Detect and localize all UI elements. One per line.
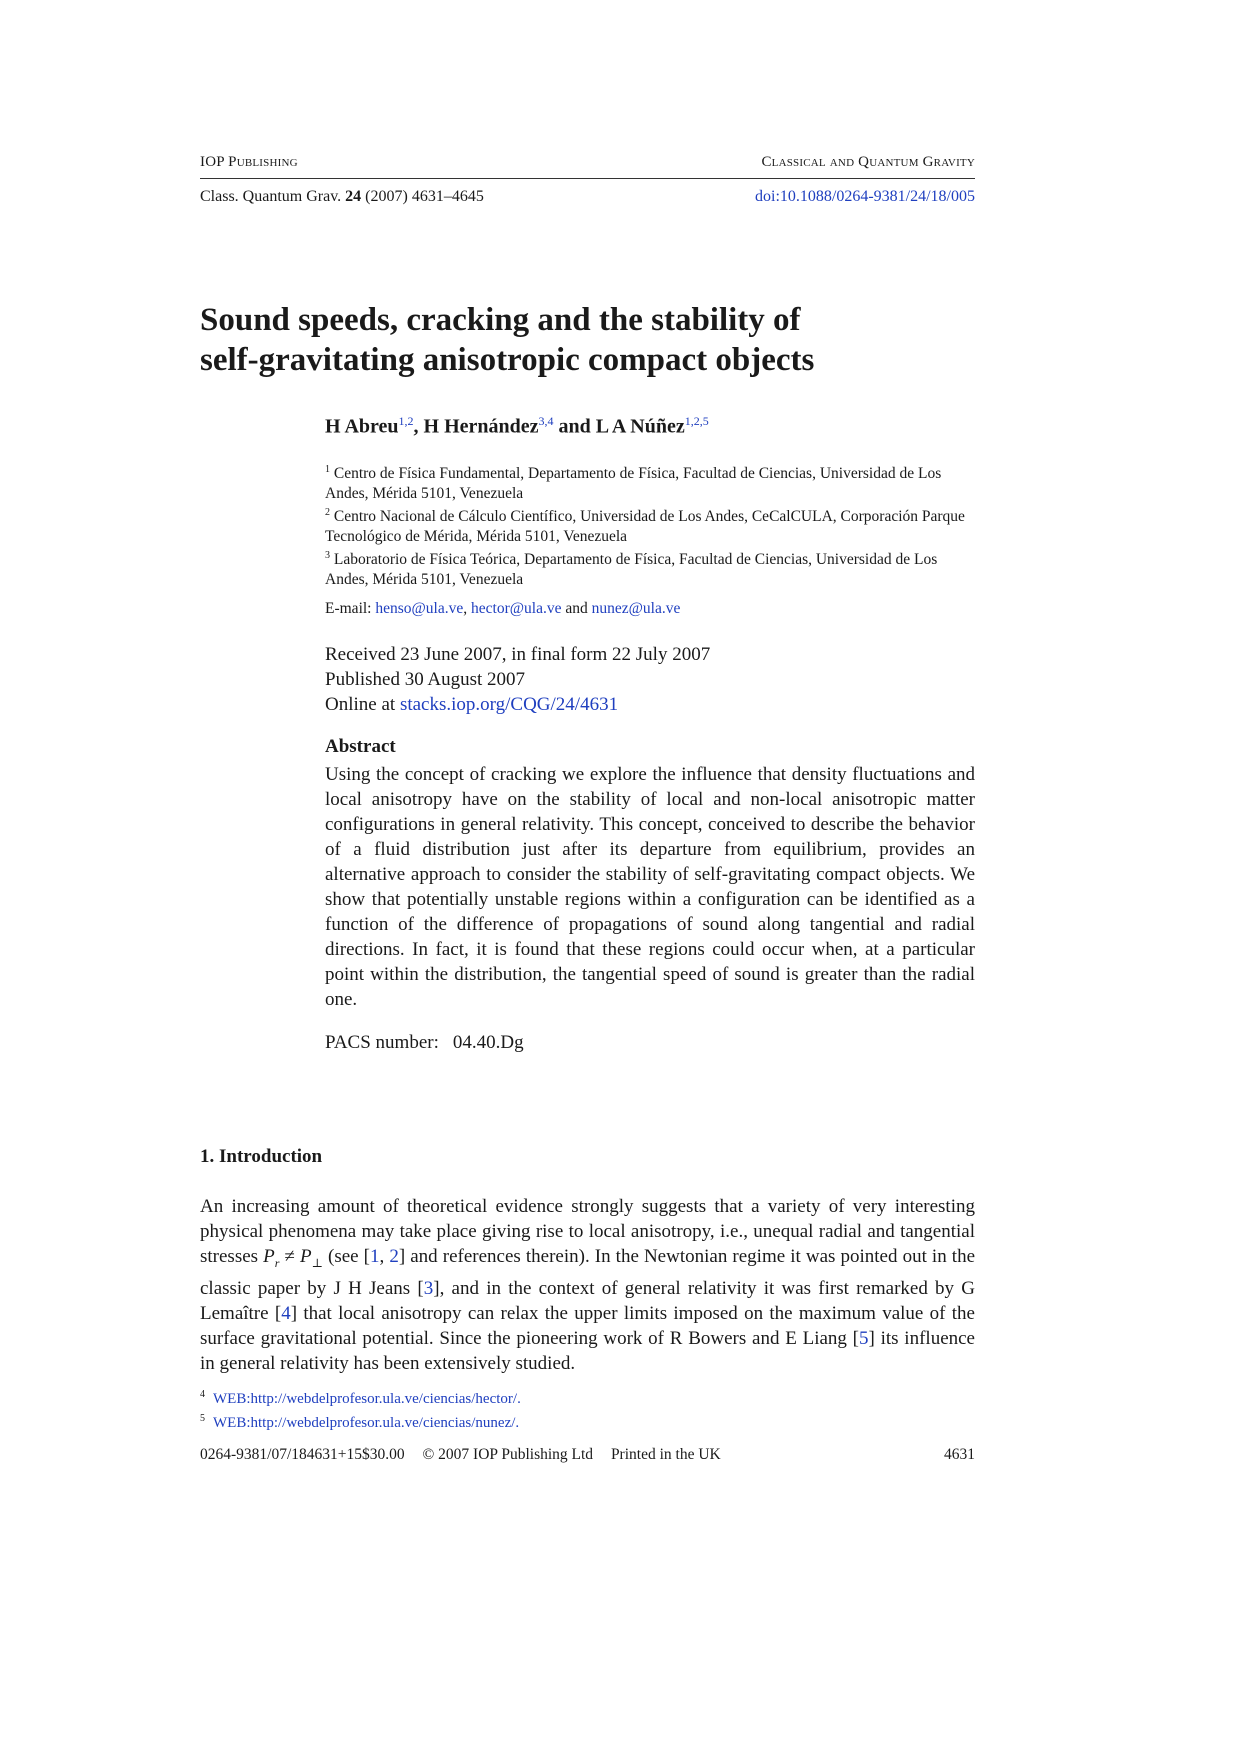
footer-printed: Printed in the UK xyxy=(610,1446,721,1463)
publication-dates xyxy=(325,642,710,717)
intro-paragraph xyxy=(200,1194,975,1376)
footnote-number: 4 xyxy=(200,1389,205,1400)
reference-link[interactable]: 2 xyxy=(389,1246,399,1267)
footnote-link[interactable]: WEB:http://webdelprofesor.ula.ve/ciencias/hector/. xyxy=(213,1391,521,1407)
header-rule xyxy=(200,178,975,179)
author-separator: and xyxy=(553,415,596,438)
section-heading: 1. Introduction xyxy=(200,1146,323,1167)
author-name: L A Núñez xyxy=(595,415,685,438)
email-link[interactable]: nunez@ula.ve xyxy=(591,600,681,617)
published-date: Published 30 August 2007 xyxy=(325,669,526,690)
reference-link[interactable]: 1 xyxy=(370,1246,380,1267)
author-list xyxy=(325,414,709,439)
affiliation-number: 2 xyxy=(325,507,330,519)
page-number: 4631 xyxy=(944,1446,975,1463)
intro-text: (see [ xyxy=(322,1246,370,1267)
footnote xyxy=(200,1409,521,1433)
running-header xyxy=(200,154,975,171)
footer-copyright: © 2007 IOP Publishing Ltd xyxy=(422,1446,594,1463)
intro-text: ] its influence in general relativity has been extensively studied. xyxy=(200,1327,975,1374)
affiliation-text: Centro Nacional de Cálculo Científico, Universidad de Los Andes, CeCalCULA, Corporación Parque Tecnológico de Mérida, Mérida 5101, Venezuela xyxy=(325,508,965,545)
reference-link[interactable]: 3 xyxy=(423,1277,434,1299)
author-affil-ref[interactable]: 1,2 xyxy=(398,414,414,428)
affiliation xyxy=(325,503,975,546)
intro-text: An increasing amount of theoretical evidence strongly suggests that a variety of very interesting physical phenomena may take place giving rise to local anisotropy, i.e., unequal radial and tangential stresses xyxy=(200,1196,975,1267)
author-separator: , xyxy=(413,415,424,438)
footer-code: 0264-9381/07/184631+15$30.00 xyxy=(200,1446,405,1463)
pacs-label: PACS number: xyxy=(325,1032,439,1053)
publisher-name: IOP Publishing xyxy=(200,154,298,170)
citation xyxy=(200,188,484,206)
received-date: Received 23 June 2007, in final form 22 July 2007 xyxy=(325,644,711,665)
affiliation-number: 1 xyxy=(325,464,330,475)
citation-journal: Class. Quantum Grav. xyxy=(200,188,342,205)
pacs-value: 04.40.Dg xyxy=(452,1032,524,1053)
citation-pages: (2007) 4631–4645 xyxy=(365,188,484,205)
affiliation-text: Laboratorio de Física Teórica, Departamento de Física, Facultad de Ciencias, Universidad de Los Andes, Mérida 5101, Venezuela xyxy=(325,551,938,588)
intro-text: ] that local anisotropy can relax the upper limits imposed on the maximum value of the surface gravitational potential. Since the pioneering work of R Bowers and E Liang [ xyxy=(200,1302,975,1349)
online-label: Online at xyxy=(325,694,396,715)
email-link[interactable]: henso@ula.ve xyxy=(375,600,464,617)
math-subscript: r xyxy=(274,1255,280,1270)
math-pr xyxy=(263,1246,280,1270)
email-line xyxy=(325,600,680,618)
page-footer xyxy=(200,1446,975,1464)
author-affil-ref[interactable]: 1,2,5 xyxy=(684,414,709,428)
abstract-heading: Abstract xyxy=(325,736,396,757)
doi-link[interactable]: doi:10.1088/0264-9381/24/18/005 xyxy=(755,188,975,205)
math-subscript: ⊥ xyxy=(311,1255,323,1270)
author-affil-ref[interactable]: 3,4 xyxy=(538,414,554,428)
pacs-line xyxy=(325,1032,524,1054)
affiliation-text: Centro de Física Fundamental, Departamento de Física, Facultad de Ciencias, Universidad de Los Andes, Mérida 5101, Venezuela xyxy=(325,465,942,502)
citation-line xyxy=(200,188,975,206)
title-line-2: self-gravitating anisotropic compact objects xyxy=(200,342,815,378)
reference-link[interactable]: 5 xyxy=(859,1327,869,1349)
online-url-link[interactable]: stacks.iop.org/CQG/24/4631 xyxy=(399,694,619,715)
email-separator: , xyxy=(463,600,468,617)
affiliations xyxy=(325,460,975,589)
journal-name: Classical and Quantum Gravity xyxy=(761,154,975,170)
email-link[interactable]: hector@ula.ve xyxy=(471,600,562,617)
citation-volume: 24 xyxy=(345,188,362,205)
math-pt xyxy=(300,1246,323,1270)
math-symbol: P xyxy=(263,1246,275,1267)
affiliation-number: 3 xyxy=(325,550,330,562)
affiliation xyxy=(325,546,975,589)
footnote xyxy=(200,1385,521,1409)
intro-text: , xyxy=(379,1246,390,1267)
footer-info xyxy=(200,1446,735,1464)
email-label: E-mail: xyxy=(325,600,372,617)
footnote-number: 5 xyxy=(200,1413,205,1424)
math-operator: ≠ xyxy=(279,1246,301,1267)
intro-text: ] and references therein). In the Newtonian regime it was pointed out in the classic paper by J H Jeans [ xyxy=(200,1246,975,1299)
author-name: H Hernández xyxy=(423,415,539,438)
title-line-1: Sound speeds, cracking and the stability of xyxy=(200,302,801,338)
affiliation xyxy=(325,460,975,503)
email-separator: and xyxy=(565,600,588,617)
paper-title xyxy=(200,300,980,380)
abstract-text: Using the concept of cracking we explore the influence that density fluctuations and local anisotropy have on the stability of local and non-local anisotropic matter configurations in general relativity. This concept, conceived to describe the behavior of a fluid distribution just after its departure from equilibrium, provides an alternative approach to consider the stability of self-gravitating compact objects. We show that potentially unstable regions within a configuration can be identified as a function of the difference of propagations of sound along tangential and radial directions. In fact, it is found that these regions could occur when, at a particular point within the distribution, the tangential speed of sound is greater than the radial one. xyxy=(325,764,975,1010)
intro-text: ], and in the context of general relativity it was first remarked by G Lemaître [ xyxy=(200,1277,975,1324)
math-symbol: P xyxy=(300,1246,312,1267)
footnotes xyxy=(200,1385,521,1433)
footnote-link[interactable]: WEB:http://webdelprofesor.ula.ve/ciencias/nunez/. xyxy=(213,1415,520,1431)
online-line xyxy=(325,692,710,717)
author-name: H Abreu xyxy=(325,415,399,438)
reference-link[interactable]: 4 xyxy=(281,1302,291,1324)
